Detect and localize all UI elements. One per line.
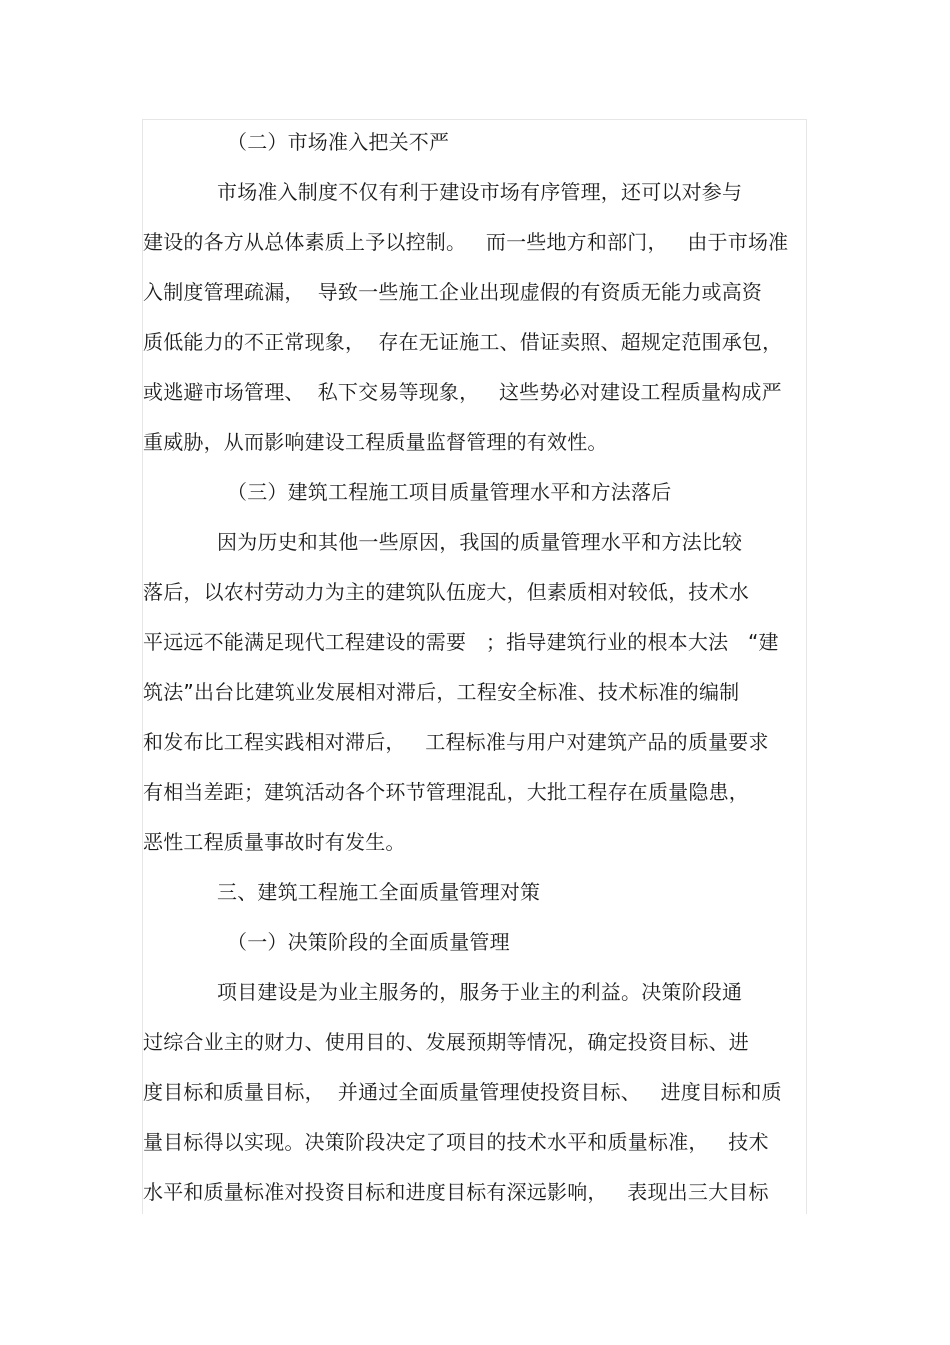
paragraph-line: 量目标得以实现。决策阶段决定了项目的技术水平和质量标准， 技术 [143,1130,769,1154]
paragraph-line: 水平和质量标准对投资目标和进度目标有深远影响， 表现出三大目标 [143,1180,769,1204]
paragraph-line: 落后，以农村劳动力为主的建筑队伍庞大，但素质相对较低，技术水 [143,580,749,604]
section-heading-1: （一）决策阶段的全面质量管理 [227,930,510,954]
chapter-heading-3: 三、建筑工程施工全面质量管理对策 [217,880,541,904]
paragraph-line: 恶性工程质量事故时有发生。 [143,830,406,854]
document-body [143,117,807,1217]
paragraph-line: 项目建设是为业主服务的，服务于业主的利益。决策阶段通 [217,980,743,1004]
section-heading-2: （二）市场准入把关不严 [227,130,450,154]
paragraph-line: 和发布比工程实践相对滞后， 工程标准与用户对建筑产品的质量要求 [143,730,769,754]
paragraph-line: 度目标和质量目标， 并通过全面质量管理使投资目标、 进度目标和质 [143,1080,782,1104]
paragraph-line: 有相当差距；建筑活动各个环节管理混乱，大批工程存在质量隐患， [143,780,749,804]
section-heading-3: （三）建筑工程施工项目质量管理水平和方法落后 [227,480,672,504]
paragraph-line: 筑法”出台比建筑业发展相对滞后，工程安全标准、技术标准的编制 [143,680,740,704]
paragraph-line: 入制度管理疏漏， 导致一些施工企业出现虚假的有资质无能力或高资 [143,280,763,304]
paragraph-line: 市场准入制度不仅有利于建设市场有序管理，还可以对参与 [217,180,743,204]
paragraph-line: 或逃避市场管理、 私下交易等现象， 这些势必对建设工程质量构成严 [143,380,782,404]
paragraph-line: 因为历史和其他一些原因，我国的质量管理水平和方法比较 [217,530,743,554]
paragraph-line: 重威胁，从而影响建设工程质量监督管理的有效性。 [143,430,608,454]
paragraph-line: 质低能力的不正常现象， 存在无证施工、借证卖照、超规定范围承包， [143,330,783,354]
paragraph-line: 建设的各方从总体素质上予以控制。 而一些地方和部门， 由于市场准 [143,230,789,254]
paragraph-line: 过综合业主的财力、使用目的、发展预期等情况，确定投资目标、进 [143,1030,749,1054]
paragraph-line: 平远远不能满足现代工程建设的需要 ；指导建筑行业的根本大法 “建 [143,630,779,654]
